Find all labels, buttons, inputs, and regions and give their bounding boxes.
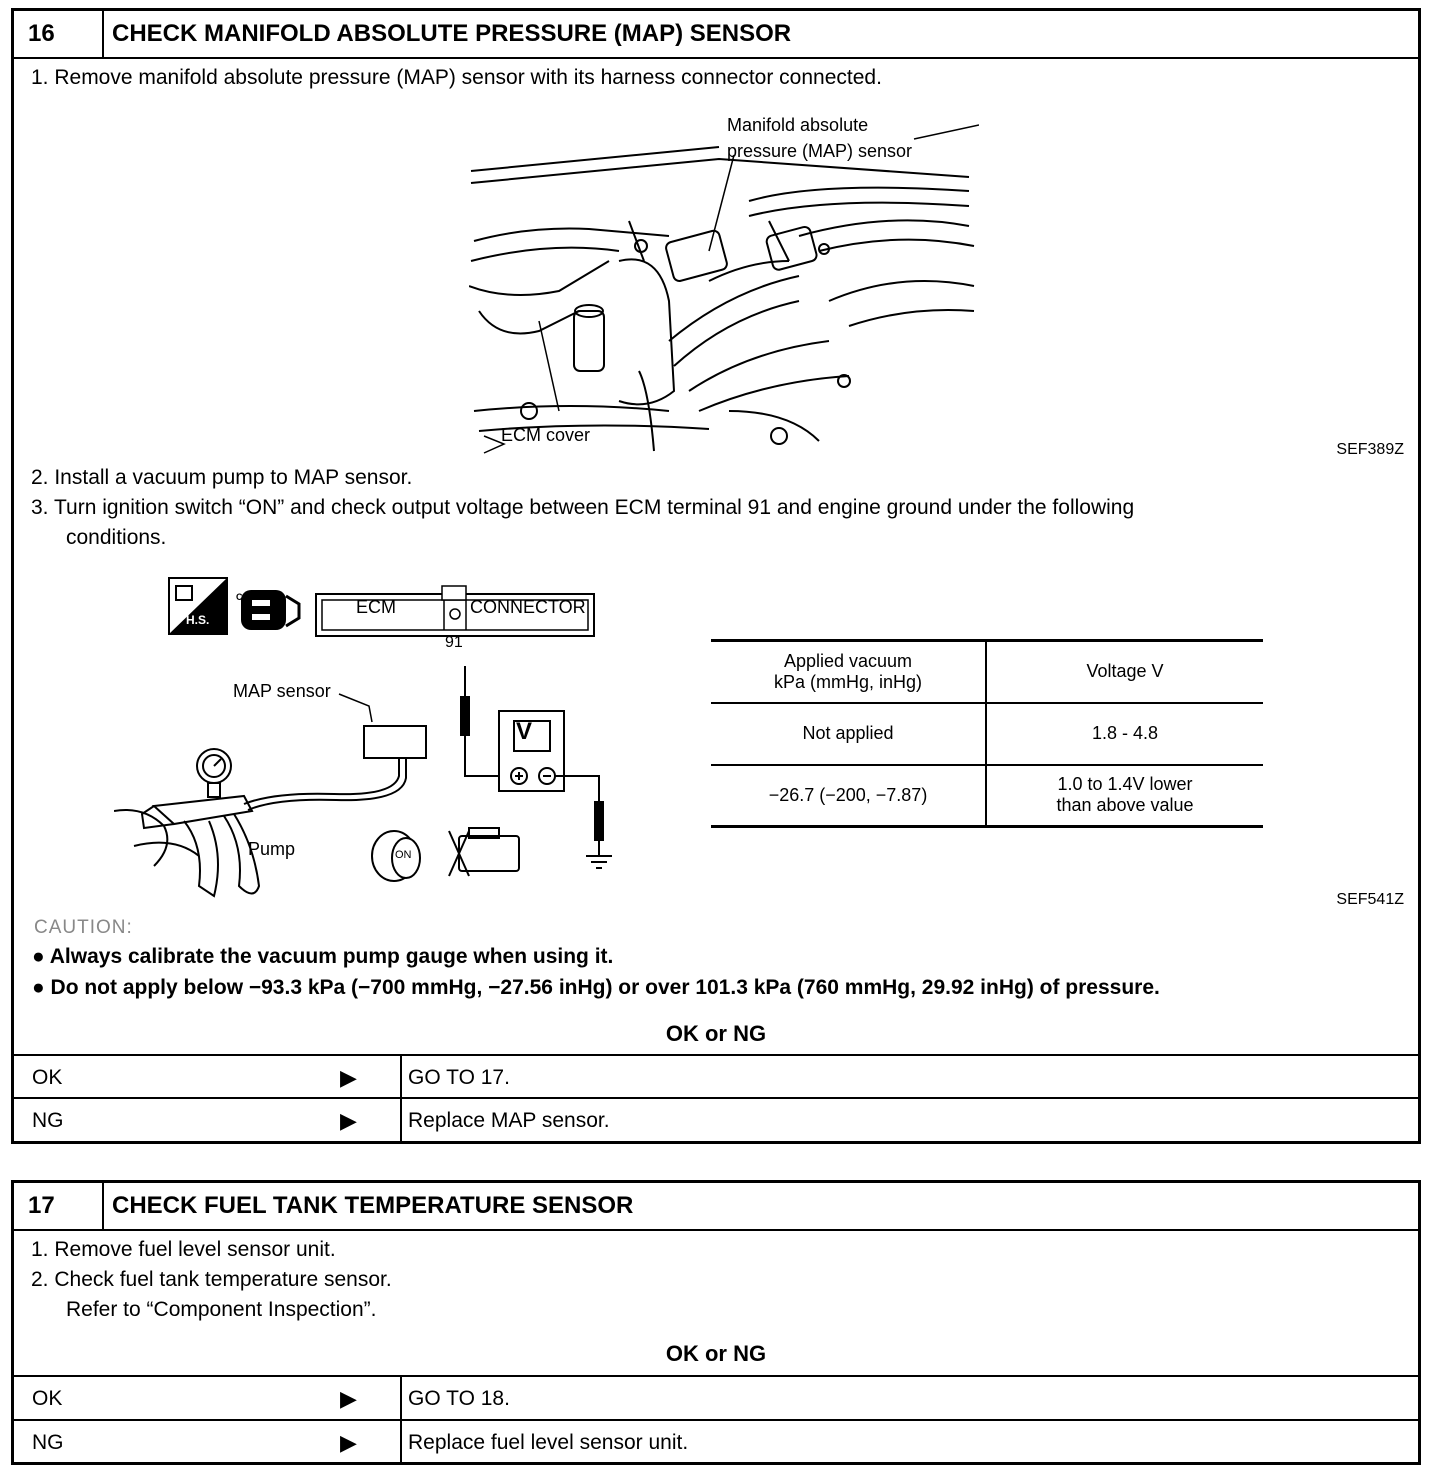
terminal-label: 91 bbox=[445, 634, 463, 651]
vacuum-pump-icon bbox=[114, 749, 259, 896]
voltage-spec-table bbox=[711, 639, 1263, 828]
instruction-2: 2. Install a vacuum pump to MAP sensor. bbox=[31, 466, 413, 489]
step-number: 16 bbox=[14, 11, 104, 57]
instruction-3-line2: conditions. bbox=[66, 526, 167, 549]
header-applied-vacuum: Applied vacuum kPa (mmHg, inHg) bbox=[711, 641, 986, 703]
instruction-1: 1. Remove fuel level sensor unit. bbox=[31, 1238, 336, 1261]
result-row-ok bbox=[14, 1054, 1418, 1099]
header-voltage: Voltage V bbox=[1086, 661, 1164, 682]
voltmeter-label: V bbox=[516, 718, 533, 745]
label-map-sensor-line1: Manifold absolute bbox=[727, 115, 869, 135]
arrow-icon: ▶ bbox=[340, 1430, 357, 1455]
result-key: OK bbox=[32, 1066, 63, 1089]
result-row-ng bbox=[14, 1419, 1418, 1464]
cell-voltage: 1.8 - 4.8 bbox=[1091, 723, 1159, 743]
cell-voltage: 1.0 to 1.4V lower than above value bbox=[1056, 774, 1194, 816]
ok-or-ng-heading: OK or NG bbox=[665, 1021, 767, 1046]
result-key: OK bbox=[32, 1387, 63, 1410]
caution-heading: CAUTION: bbox=[34, 917, 133, 938]
hs-label: H.S. bbox=[186, 613, 210, 627]
cell-vacuum: Not applied bbox=[711, 703, 986, 765]
arrow-icon: ▶ bbox=[340, 1108, 357, 1133]
step-17-header bbox=[14, 1183, 1418, 1231]
result-action: GO TO 17. bbox=[400, 1056, 510, 1099]
result-action: Replace fuel level sensor unit. bbox=[400, 1421, 688, 1464]
label-ecm-cover: ECM cover bbox=[501, 425, 591, 445]
instruction-3-line1: 3. Turn ignition switch “ON” and check output voltage between ECM terminal 91 and engine ground under the following bbox=[31, 496, 1135, 519]
map-sensor-label: MAP sensor bbox=[233, 681, 331, 701]
step-number: 17 bbox=[14, 1183, 104, 1229]
engine-icon bbox=[449, 828, 519, 876]
connector-label: CONNECTOR bbox=[470, 597, 586, 617]
label-map-sensor-line2: pressure (MAP) sensor bbox=[727, 141, 913, 161]
table-row bbox=[711, 703, 1263, 765]
on-label: ON bbox=[395, 849, 412, 861]
ok-or-ng-heading: OK or NG bbox=[665, 1341, 767, 1366]
step-16-header bbox=[14, 11, 1418, 59]
cell-vacuum: −26.7 (−200, −7.87) bbox=[711, 765, 986, 827]
step-16-block bbox=[11, 8, 1421, 1144]
caution-item: ● Do not apply below −93.3 kPa (−700 mmHg, −27.56 inHg) or over 101.3 kPa (760 mmHg, 29.92 inHg) of pressure. bbox=[32, 976, 1160, 999]
connect-label: CONNECT bbox=[236, 592, 281, 602]
pump-label: Pump bbox=[248, 839, 296, 859]
table-row bbox=[711, 765, 1263, 827]
map-sensor-box bbox=[364, 726, 426, 758]
instruction-2: 2. Check fuel tank temperature sensor. bbox=[31, 1268, 392, 1291]
ecm-label: ECM bbox=[356, 597, 396, 617]
instruction-2b: Refer to “Component Inspection”. bbox=[66, 1298, 377, 1321]
caution-item: ● Always calibrate the vacuum pump gauge when using it. bbox=[32, 945, 614, 968]
step-17-block bbox=[11, 1180, 1421, 1465]
ground-icon bbox=[586, 856, 612, 868]
result-action: GO TO 18. bbox=[400, 1377, 510, 1420]
table-header-row bbox=[711, 641, 1263, 703]
result-key: NG bbox=[32, 1431, 64, 1454]
result-row-ng bbox=[14, 1097, 1418, 1142]
result-action: Replace MAP sensor. bbox=[400, 1099, 610, 1142]
result-key: NG bbox=[32, 1109, 64, 1132]
step-title: CHECK FUEL TANK TEMPERATURE SENSOR bbox=[112, 1192, 634, 1219]
instruction-1: 1. Remove manifold absolute pressure (MAP) sensor with its harness connector connected. bbox=[31, 66, 882, 89]
result-row-ok bbox=[14, 1375, 1418, 1420]
figure-code-2: SEF541Z bbox=[1336, 891, 1404, 908]
arrow-icon: ▶ bbox=[340, 1386, 357, 1411]
step-title: CHECK MANIFOLD ABSOLUTE PRESSURE (MAP) SENSOR bbox=[112, 20, 792, 47]
engine-bay-illustration bbox=[469, 111, 979, 456]
figure-code-1: SEF389Z bbox=[1336, 441, 1404, 458]
arrow-icon: ▶ bbox=[340, 1065, 357, 1090]
